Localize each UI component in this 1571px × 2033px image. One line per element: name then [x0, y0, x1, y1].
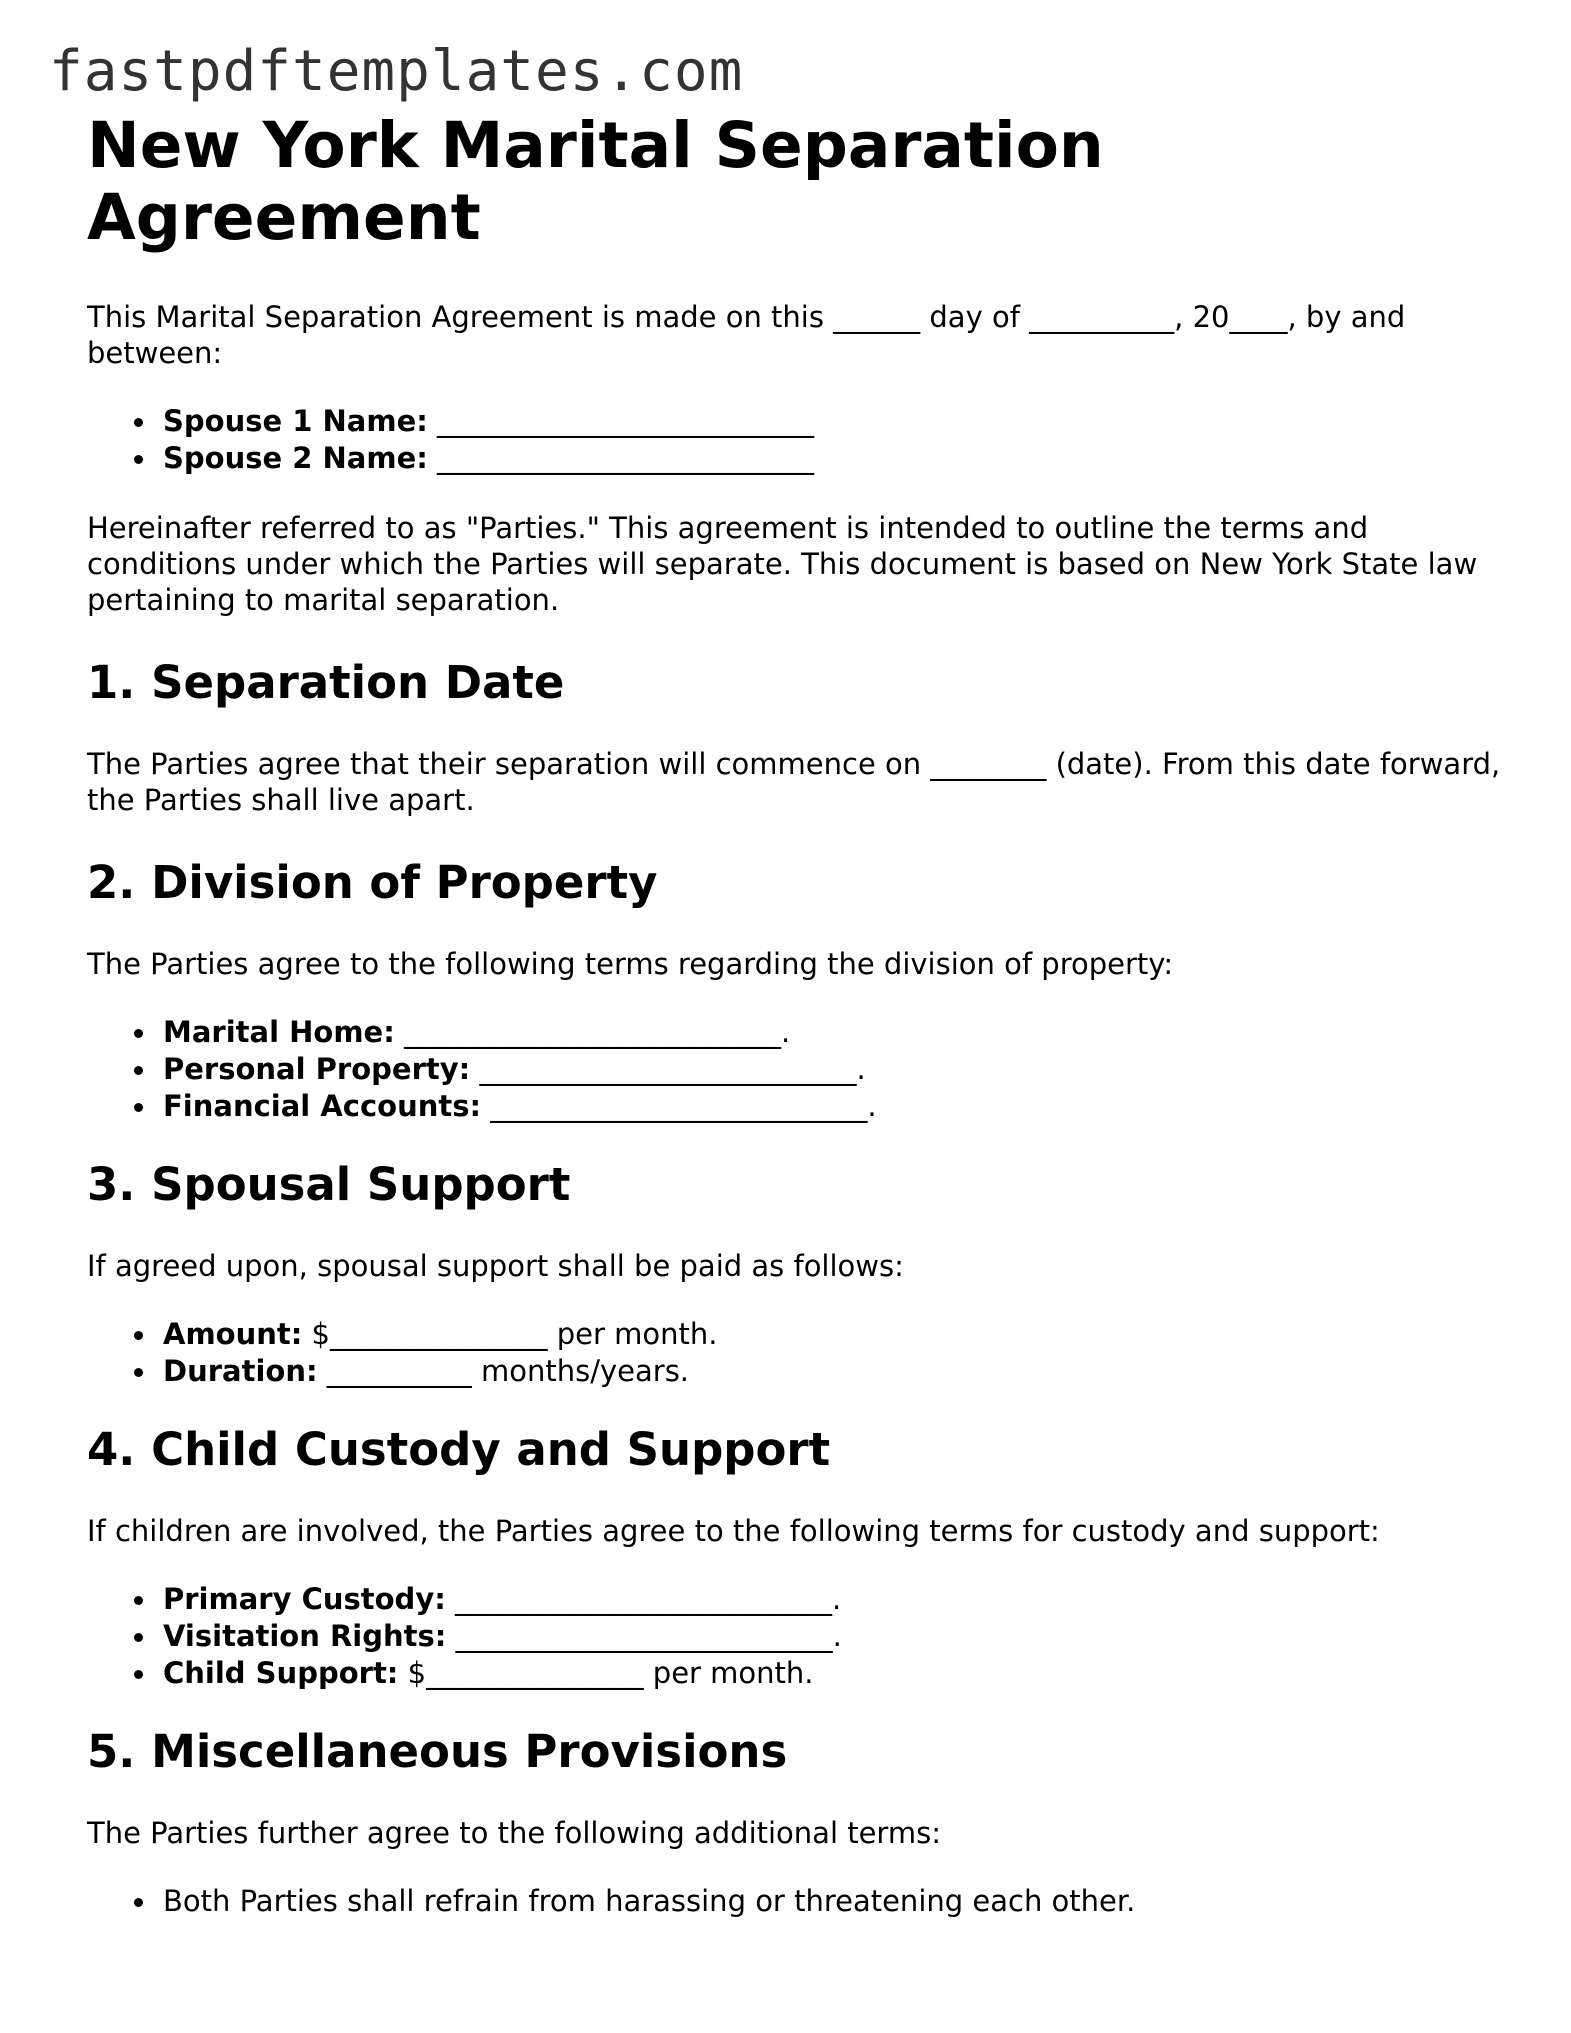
document-title: New York Marital Separation Agreement [87, 109, 1104, 254]
amount-blank: $_______________ per month. [302, 1317, 718, 1351]
visitation-rights-blank: __________________________. [446, 1619, 842, 1653]
property-list [87, 1014, 1507, 1125]
list-item-spouse-2 [163, 440, 1507, 477]
misc-list [87, 1883, 1507, 1920]
section-2-heading: 2. Division of Property [87, 856, 658, 909]
section-3-heading: 3. Spousal Support [87, 1158, 571, 1211]
financial-accounts-blank: __________________________. [481, 1089, 877, 1123]
list-item-visitation-rights [163, 1618, 1507, 1655]
hereinafter-paragraph: Hereinafter referred to as "Parties." This agreement is intended to outline the terms and conditions under which the Parties will separate. This document is based on New York State law pertaining to marital separation. [87, 511, 1478, 617]
marital-home-label: Marital Home: [163, 1015, 395, 1049]
document-page [87, 110, 1507, 1920]
list-item-child-support [163, 1655, 1507, 1692]
section-4-heading: 4. Child Custody and Support [87, 1423, 831, 1476]
financial-accounts-label: Financial Accounts: [163, 1089, 482, 1123]
watermark-text: fastpdftemplates.com [49, 39, 744, 104]
intro-paragraph: This Marital Separation Agreement is made on this ______ day of __________, 20____, by and between: [87, 300, 1406, 370]
visitation-rights-label: Visitation Rights: [163, 1619, 447, 1653]
section-1-heading: 1. Separation Date [87, 656, 565, 709]
list-item-personal-property [163, 1051, 1507, 1088]
spouse-1-blank: __________________________ [427, 404, 815, 438]
list-item-duration [163, 1353, 1507, 1390]
child-support-label: Child Support: [163, 1656, 399, 1690]
spouse-2-label: Spouse 2 Name: [163, 441, 428, 475]
section-5-text: The Parties further agree to the following additional terms: [87, 1816, 941, 1850]
child-support-blank: $_______________ per month. [398, 1656, 814, 1690]
list-item-spouse-1 [163, 403, 1507, 440]
custody-list [87, 1581, 1507, 1692]
section-3-text: If agreed upon, spousal support shall be paid as follows: [87, 1249, 904, 1283]
spouse-1-label: Spouse 1 Name: [163, 404, 428, 438]
amount-label: Amount: [163, 1317, 303, 1351]
section-2-text: The Parties agree to the following terms regarding the division of property: [87, 947, 1174, 981]
spouse-2-blank: __________________________ [427, 441, 815, 475]
spousal-support-list [87, 1316, 1507, 1390]
marital-home-blank: __________________________. [394, 1015, 791, 1049]
section-1-text: The Parties agree that their separation will commence on ________ (date). From this date forward, the Parties shall live apart. [87, 747, 1501, 817]
duration-blank: __________ months/years. [317, 1354, 690, 1388]
list-item-financial-accounts [163, 1088, 1507, 1125]
primary-custody-blank: __________________________. [445, 1582, 842, 1616]
primary-custody-label: Primary Custody: [163, 1582, 446, 1616]
section-5-heading: 5. Miscellaneous Provisions [87, 1725, 788, 1778]
list-item-refrain: Both Parties shall refrain from harassing or threatening each other. [163, 1883, 1507, 1920]
personal-property-label: Personal Property: [163, 1052, 471, 1086]
duration-label: Duration: [163, 1354, 318, 1388]
list-item-marital-home [163, 1014, 1507, 1051]
personal-property-blank: __________________________. [470, 1052, 866, 1086]
section-4-text: If children are involved, the Parties agree to the following terms for custody and support: [87, 1514, 1380, 1548]
spouse-list [87, 403, 1507, 477]
list-item-primary-custody [163, 1581, 1507, 1618]
list-item-amount [163, 1316, 1507, 1353]
